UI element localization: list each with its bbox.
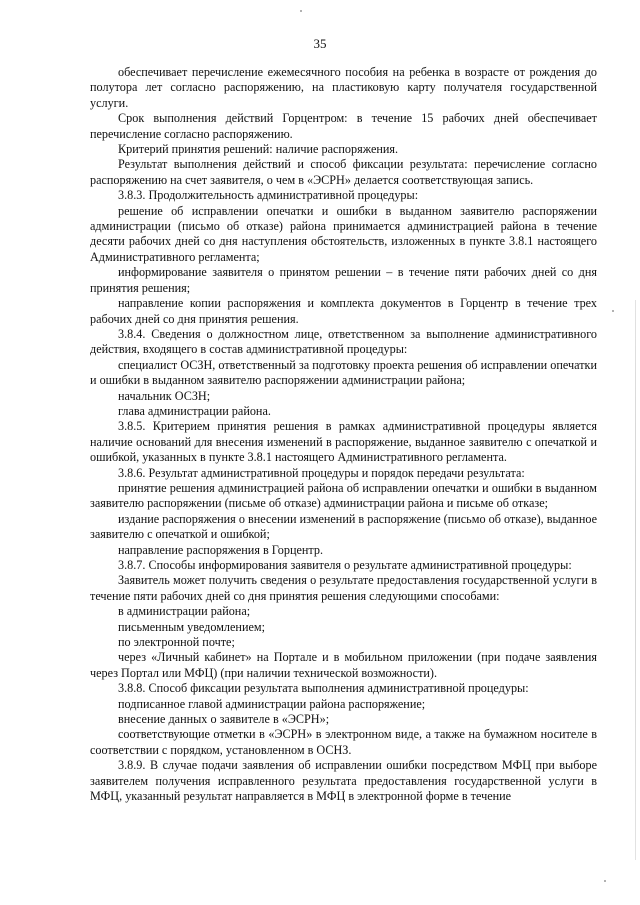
section-heading: 3.8.9. В случае подачи заявления об исправлении ошибки посредством МФЦ при выборе заявителем получения исправленного результата предоставления государственной услуги в МФЦ, указанный результат направляется в МФЦ в электронной форме в течение — [90, 758, 597, 804]
paragraph: направление копии распоряжения и комплекта документов в Горцентр в течение трех рабочих дней со дня принятия решения. — [90, 296, 597, 326]
paragraph: через «Личный кабинет» на Портале и в мобильном приложении (при подаче заявления через Портал или МФЦ) (при наличии технической возможности). — [90, 650, 597, 680]
list-item: внесение данных о заявителе в «ЭСРН»; — [118, 712, 330, 727]
list-item: по электронной почте; — [118, 635, 235, 650]
paragraph: Критерий принятия решений: наличие распоряжения. — [118, 142, 399, 157]
section-heading: 3.8.4. Сведения о должностном лице, ответственном за выполнение административного действия, входящего в состав административной процедуры: — [90, 326, 597, 357]
scan-speck — [612, 310, 614, 312]
paragraph: издание распоряжения о внесении изменений в распоряжение (письмо об отказе), выданное заявителю с опечаткой и ошибкой; — [90, 511, 597, 542]
paragraph: обеспечивает перечисление ежемесячного пособия на ребенка в возрасте от рождения до полутора лет согласно распоряжению, на пластиковую карту получателя государственной услуги. — [90, 65, 597, 110]
scan-speck — [604, 880, 606, 882]
list-item: подписанное главой администрации района распоряжение; — [118, 696, 426, 711]
document-body — [90, 65, 597, 805]
paragraph: информирование заявителя о принятом решении – в течение пяти рабочих дней со дня принятия решения; — [90, 265, 597, 295]
list-item: направление распоряжения в Горцентр. — [118, 542, 324, 557]
paragraph: специалист ОСЗН, ответственный за подготовку проекта решения об исправлении опечатки и ошибки в выданном заявителю распоряжении администрации района; — [90, 357, 597, 388]
list-item: письменным уведомлением; — [118, 619, 265, 634]
list-item: начальник ОСЗН; — [118, 388, 211, 403]
paragraph: принятие решения администрацией района об исправлении опечатки и ошибки в выданном заявителю распоряжении (письме об отказе) администрации района и письме об отказе; — [90, 480, 597, 511]
section-heading: 3.8.7. Способы информирования заявителя о результате административной процедуры: — [118, 558, 572, 572]
paragraph: Результат выполнения действий и способ фиксации результата: перечисление согласно распоряжению на счет заявителя, о чем в «ЭСРН» делается соответствующая запись. — [90, 157, 597, 187]
paragraph: Заявитель может получить сведения о результате предоставления государственной услуги в течение пяти рабочих дней со дня принятия решения следующими способами: — [90, 573, 597, 603]
paragraph: решение об исправлении опечатки и ошибки в выданном заявителю распоряжении администрации (письмо об отказе) района принимается администрацией района в течение десяти рабочих дней со дня наступления обстоятельств, изложенных в пункте 3.8.1 настоящего Административного регламента; — [90, 203, 597, 264]
scan-speck — [300, 10, 302, 12]
section-heading: 3.8.8. Способ фиксации результата выполнения административной процедуры: — [118, 681, 529, 696]
section-heading: 3.8.6. Результат административной процедуры и порядок передачи результата: — [118, 465, 525, 480]
list-item: в администрации района; — [118, 604, 251, 619]
scan-edge-shadow — [635, 300, 636, 860]
section-heading: 3.8.3. Продолжительность административной процедуры: — [118, 188, 419, 203]
page-number: 35 — [313, 36, 327, 51]
list-item: глава администрации района. — [118, 403, 271, 418]
paragraph: соответствующие отметки в «ЭСРН» в электронном виде, а также на бумажном носителе в соответствии с порядком, установленном в ОСНЗ. — [90, 727, 597, 757]
section-heading: 3.8.5. Критерием принятия решения в рамках административной процедуры является наличие оснований для внесения изменений в распоряжение, выданное заявителю с опечаткой и ошибкой, указанных в пункте 3.8.1 настоящего Административного регламента. — [90, 419, 597, 465]
paragraph: Срок выполнения действий Горцентром: в течение 15 рабочих дней обеспечивает перечисление согласно распоряжению. — [90, 111, 597, 141]
